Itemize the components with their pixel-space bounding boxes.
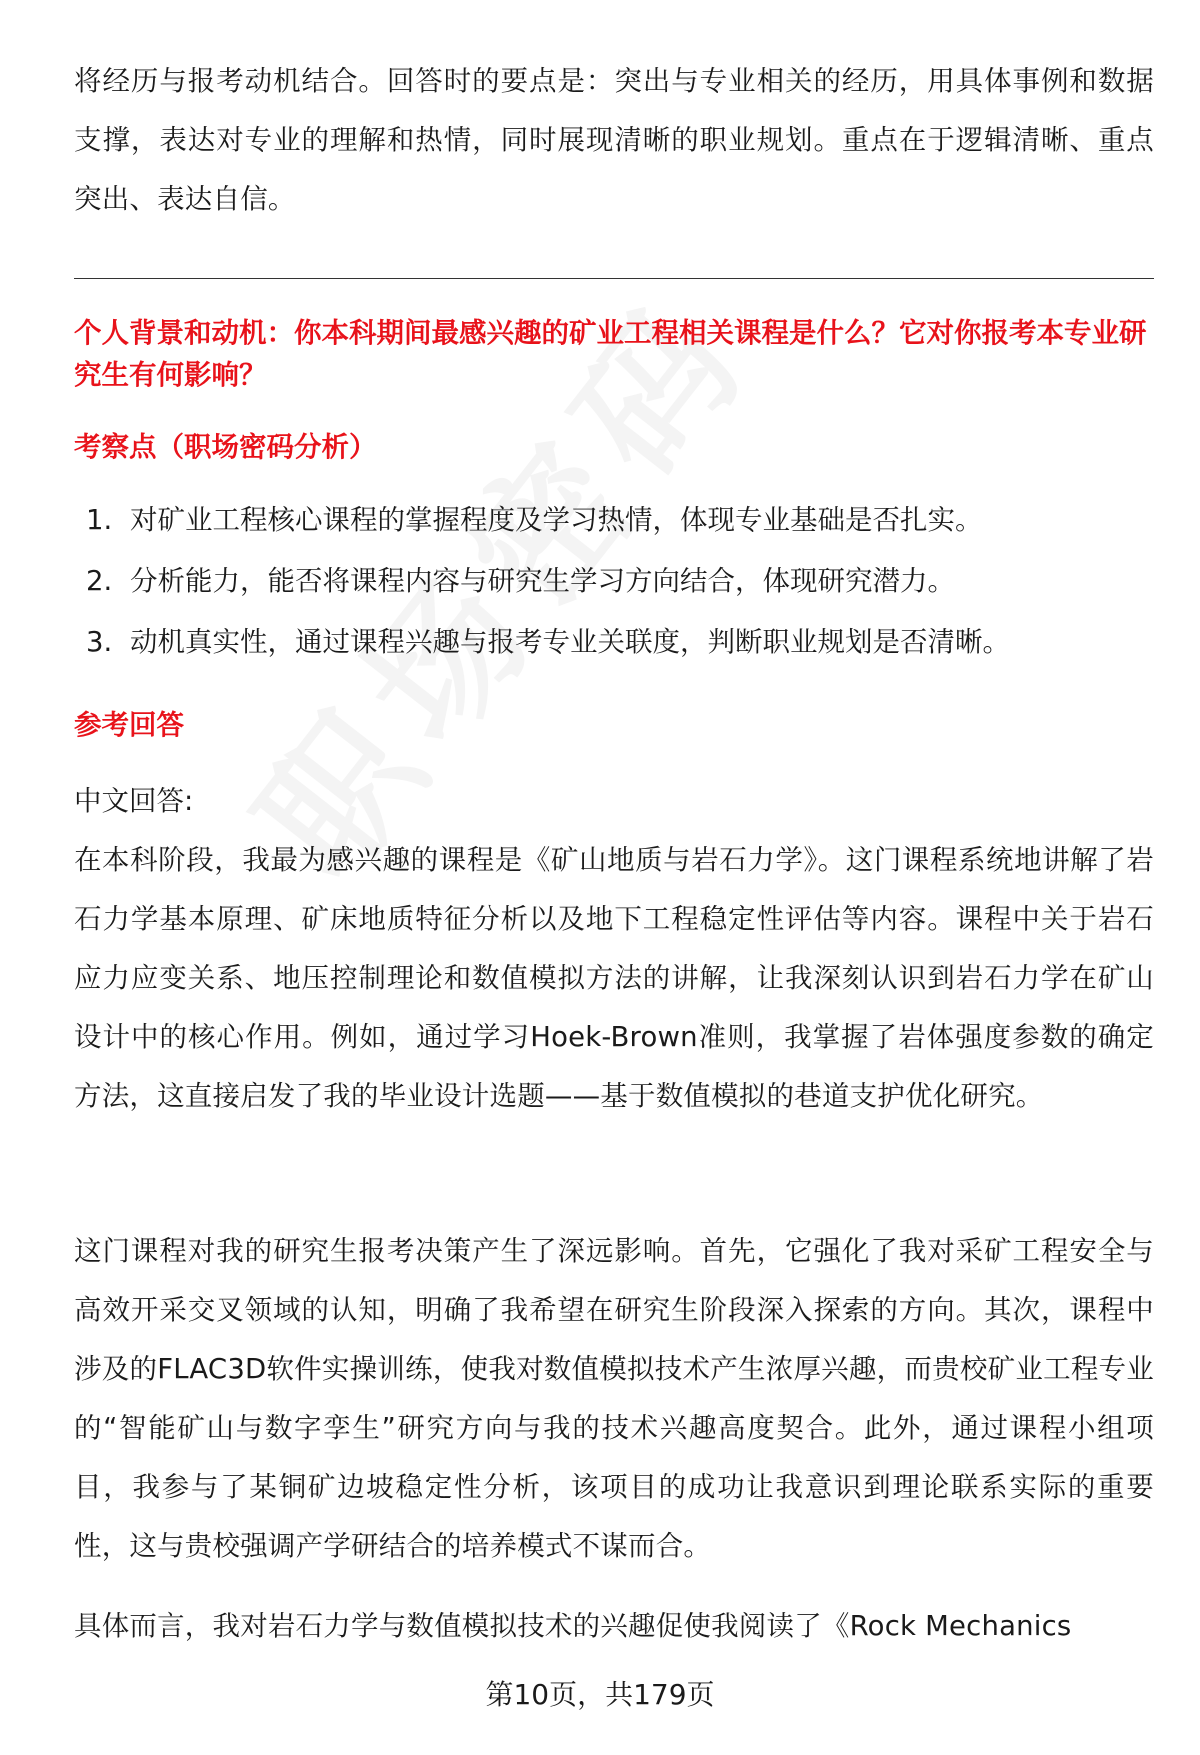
answer-paragraph-2: 这门课程对我的研究生报考决策产生了深远影响。首先，它强化了我对采矿工程安全与高效开采交叉领域的认知，明确了我希望在研究生阶段深入探索的方向。其次，课程中涉及的FLAC3D软件实操训练，使我对数值模拟技术产生浓厚兴趣，而贵校矿业工程专业的“智能矿山与数字孪生”研究方向与我的技术兴趣高度契合。此外，通过课程小组项目，我参与了某铜矿边坡稳定性分析，该项目的成功让我意识到理论联系实际的重要性，这与贵校强调产学研结合的培养模式不谋而合。 <box>74 1235 1154 1562</box>
list-item-number: 2. <box>86 565 113 597</box>
assessment-heading: 考察点（职场密码分析） <box>74 431 377 463</box>
question-title: 个人背景和动机：你本科期间最感兴趣的矿业工程相关课程是什么？它对你报考本专业研究生有何影响？ <box>74 317 1147 391</box>
intro-paragraph: 将经历与报考动机结合。回答时的要点是：突出与专业相关的经历，用具体事例和数据支撑，表达对专业的理解和热情，同时展现清晰的职业规划。重点在于逻辑清晰、重点突出、表达自信。 <box>74 65 1154 215</box>
answer-heading: 参考回答 <box>74 709 184 741</box>
answer-label: 中文回答: <box>74 785 194 817</box>
list-item <box>74 612 1154 673</box>
list-item <box>74 551 1154 612</box>
list-item-text: 对矿业工程核心课程的掌握程度及学习热情，体现专业基础是否扎实。 <box>130 504 983 536</box>
assessment-list <box>74 490 1154 673</box>
list-item-number: 1. <box>86 504 113 536</box>
section-divider <box>74 278 1154 279</box>
answer-paragraph-1: 在本科阶段，我最为感兴趣的课程是《矿山地质与岩石力学》。这门课程系统地讲解了岩石力学基本原理、矿床地质特征分析以及地下工程稳定性评估等内容。课程中关于岩石应力应变关系、地压控制理论和数值模拟方法的讲解，让我深刻认识到岩石力学在矿山设计中的核心作用。例如，通过学习Hoek-Brown准则，我掌握了岩体强度参数的确定方法，这直接启发了我的毕业设计选题——基于数值模拟的巷道支护优化研究。 <box>74 844 1154 1112</box>
answer-paragraph-3: 具体而言，我对岩石力学与数值模拟技术的兴趣促使我阅读了《Rock Mechanics <box>74 1610 1072 1642</box>
page-number: 第10页，共179页 <box>485 1678 715 1711</box>
list-item-text: 分析能力，能否将课程内容与研究生学习方向结合，体现研究潜力。 <box>130 565 955 597</box>
list-item-text: 动机真实性，通过课程兴趣与报考专业关联度，判断职业规划是否清晰。 <box>130 626 1010 658</box>
list-item-number: 3. <box>86 626 113 658</box>
list-item <box>74 490 1154 551</box>
